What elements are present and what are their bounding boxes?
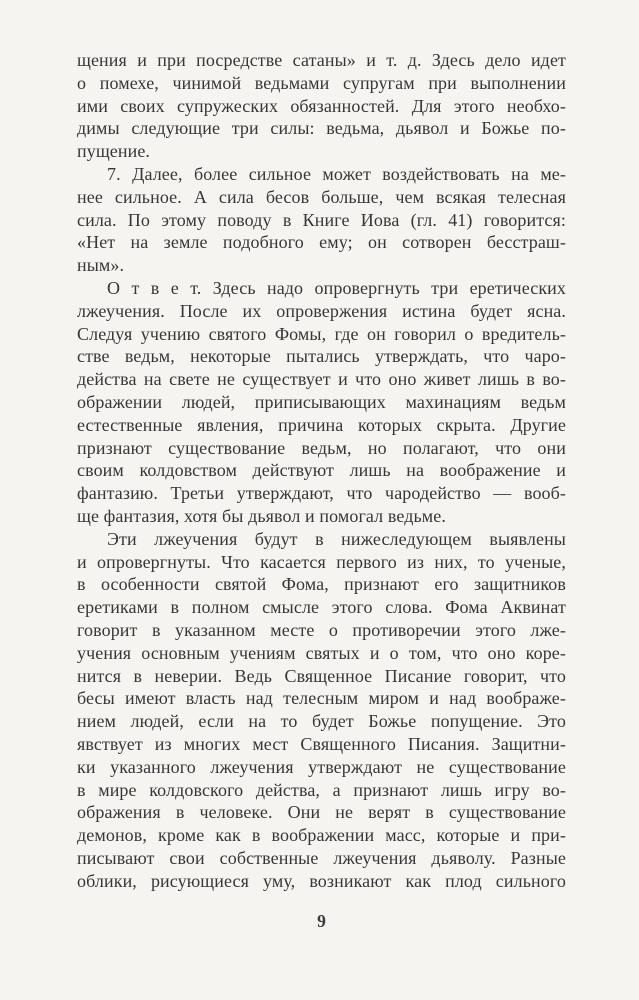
text-line: нием людей, если на то будет Божье попущение. Это: [77, 711, 566, 732]
paragraph: [77, 163, 566, 277]
text-line: ображения в человеке. Они не верят в существование: [77, 802, 566, 823]
text-line: нится в неверии. Ведь Священное Писание говорит, что: [77, 665, 566, 686]
text-line: признают существование ведьм, но полагают, что они: [77, 437, 566, 458]
text-line: бесы имеют власть над телесным миром и над воображе-: [77, 688, 566, 709]
text-line: еретиками в полном смысле этого слова. Фома Аквинат: [77, 597, 566, 618]
text-line: димы следующие три силы: ведьма, дьявол и Божье по-: [77, 118, 566, 139]
text-line: в мире колдовского действа, а признают лишь игру во-: [77, 779, 566, 800]
page-text: [77, 49, 566, 892]
text-line: своим колдовством действуют лишь на воображение и: [77, 460, 566, 481]
text-line: ими своих супружеских обязанностей. Для этого необхо-: [77, 95, 566, 116]
text-line: О т в е т. Здесь надо опровергнуть три еретических: [107, 277, 566, 298]
text-line: учения основным учениям святых и о том, что оно коре-: [77, 642, 566, 663]
text-line: говорит в указанном месте о противоречии этого лже-: [77, 619, 566, 640]
text-line: нее сильное. А сила бесов больше, чем всякая телесная: [77, 186, 566, 207]
text-line: естественные явления, причина которых скрыта. Другие: [77, 414, 566, 435]
text-line: явствует из многих мест Священного Писания. Защитни-: [77, 733, 566, 754]
text-line: пущение.: [77, 141, 151, 162]
text-line: щения и при посредстве сатаны» и т. д. Здесь дело идет: [77, 50, 566, 70]
text-line: Следуя учению святого Фомы, где он говорил о вредитель-: [77, 323, 566, 344]
text-line: лжеучения. После их опровержения истина будет ясна.: [77, 300, 566, 321]
text-line: демонов, кроме как в воображении масс, которые и при-: [77, 825, 566, 846]
paragraph: [77, 528, 566, 893]
text-line: писывают свои собственные лжеучения дьяволу. Разные: [77, 847, 566, 868]
text-line: Эти лжеучения будут в нижеследующем выявлены: [107, 528, 566, 549]
paragraph: [77, 277, 566, 528]
text-line: ки указанного лжеучения утверждают не существование: [77, 756, 566, 777]
text-line: облики, рисующиеся уму, возникают как плод сильного: [77, 870, 566, 891]
text-line: в особенности святой Фома, признают его защитников: [77, 574, 566, 595]
text-line: сила. По этому поводу в Книге Иова (гл. 41) говорится:: [77, 209, 566, 230]
text-line: стве ведьм, некоторые пытались утверждать, что чаро-: [77, 346, 566, 367]
text-line: ображении людей, приписывающих махинациям ведьм: [77, 391, 566, 412]
text-line: 7. Далее, более сильное может воздействовать на ме-: [107, 163, 566, 184]
text-line: о помехе, чинимой ведьмами супругам при выполнении: [77, 72, 566, 93]
text-line: действа на свете не существует и что оно живет лишь в во-: [77, 369, 566, 390]
text-line: ще фантазия, хотя бы дьявол и помогал ведьме.: [77, 505, 446, 526]
page-number: 9: [317, 911, 326, 931]
paragraph: [77, 49, 566, 163]
text-line: и опровергнуты. Что касается первого из них, то ученые,: [77, 551, 566, 572]
text-line: фантазию. Третьи утверждают, что чародейство — вооб-: [77, 483, 566, 504]
text-line: ным».: [77, 255, 125, 276]
text-line: «Нет на земле подобного ему; он сотворен бесстраш-: [77, 232, 566, 253]
